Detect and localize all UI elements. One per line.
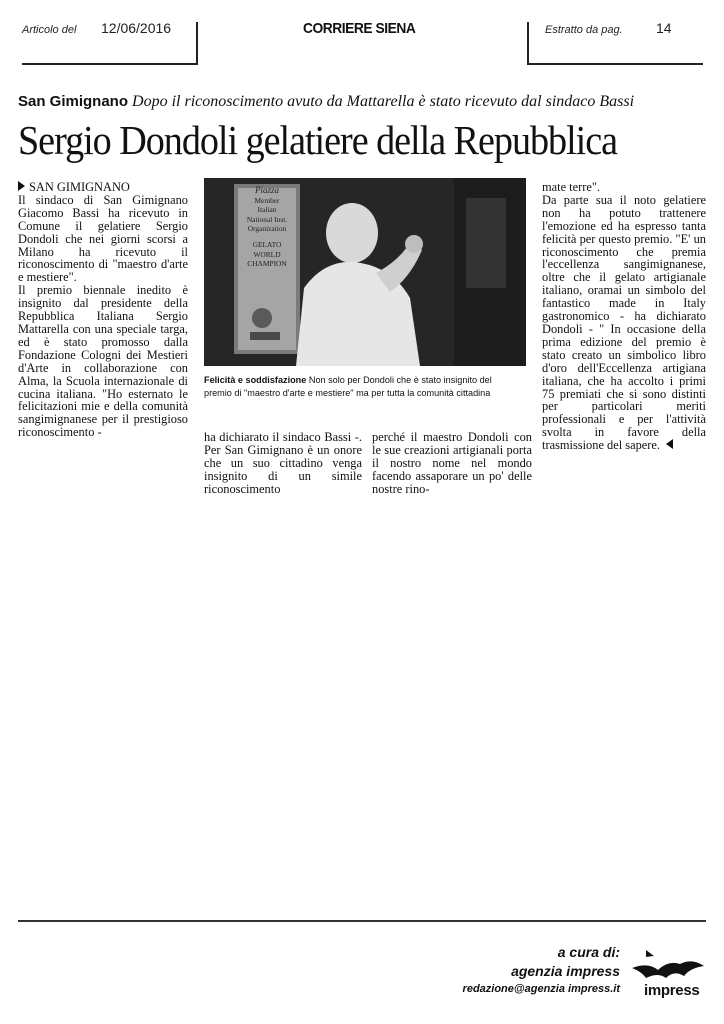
sign-line: Piazza	[254, 185, 279, 195]
column-3-text: perché il maestro Dondoli con le sue creazioni artigianali porta il nostro nome nel mondo facendo assaporare un po' delle nostre rino-	[372, 430, 532, 496]
dateline	[18, 181, 188, 194]
sign-line: WORLD	[253, 249, 281, 259]
sign-line: GELATO	[252, 239, 282, 249]
header-divider-right	[527, 22, 529, 64]
sign-line: Organization	[247, 224, 287, 234]
medal-icon	[252, 308, 272, 328]
article-date: 12/06/2016	[101, 20, 172, 36]
kicker-place: San Gimignano	[18, 93, 129, 110]
caption-text: Non solo per Dondoli che è stato insignito del premio di "maestro d'arte e mestiere" ma per tutta la comunità cittadina	[204, 375, 492, 399]
credit-line-2: agenzia impress	[511, 963, 620, 979]
credit-email: redazione@agenzia impress.it	[462, 983, 620, 995]
article-headline: Sergio Dondoli gelatiere della Repubblica	[18, 117, 618, 163]
photo-caption	[204, 374, 518, 400]
kicker-text: Dopo il riconoscimento avuto da Mattarella è stato ricevuto dal sindaco Bassi	[132, 93, 635, 110]
impress-logo-icon	[628, 948, 708, 1008]
column-4-paragraph-1: mate terre".	[542, 180, 601, 194]
article-date-label: Articolo del	[22, 24, 77, 36]
header-divider-left	[196, 22, 198, 64]
column-4-paragraph-2: Da parte sua il noto gelatiere non ha potuto trattenere l'emozione ed ha espresso tanta felicità per questo premio. "E' un riconoscimento che premia l'eccellenza sangimignanese, oltre che il gelato artigianale italiano, oramai un simbolo del fantastico made in Italy gastronomico - ha dichiarato Dondoli - " In occasione della prima edizione del premio è stato creato un simbolico libro d'oro dell'Eccellenza artigiana italiana, che ha accolto i primi 75 premiati che si sono distinti per particolari meriti professionali e per l'attività svolta in favore della trasmissione del sapere.	[542, 192, 706, 453]
newspaper-masthead	[303, 20, 415, 37]
article-column-4	[542, 181, 706, 452]
footer-rule	[18, 920, 706, 922]
sign-line: National Inst.	[246, 214, 288, 224]
person-head	[326, 203, 378, 263]
extract-page-number: 14	[656, 20, 672, 36]
newspaper-name: CORRIERE SIENA	[303, 20, 416, 37]
article-photo	[204, 178, 526, 366]
caption-title: Felicità e soddisfazione	[204, 375, 307, 386]
article-column-1	[18, 181, 188, 439]
sign-line: Italian	[257, 205, 277, 215]
extract-page-label: Estratto da pag.	[545, 24, 623, 36]
column-2-text: ha dichiarato il sindaco Bassi -. Per San Gimignano è un onore che un suo cittadino venga insignito di un simile riconoscimento	[204, 430, 362, 496]
credit-line-1: a cura di:	[557, 944, 620, 960]
header-rule-left	[22, 63, 198, 65]
dateline-text: SAN GIMIGNANO	[29, 180, 130, 194]
end-of-article-icon	[666, 439, 673, 449]
impress-logo-word: impress	[644, 982, 700, 999]
bullet-triangle-icon	[18, 181, 25, 191]
column-1-paragraph-1: Il sindaco di San Gimignano Giacomo Bassi ha ricevuto in Comune il gelatiere Sergio Dondoli che nei giorni scorsi a Milano ha ricevuto il riconoscimento di "maestro d'arte e mestiere".	[18, 192, 188, 285]
article-kicker	[18, 93, 634, 111]
header-rule-right	[527, 63, 703, 65]
photo-sign	[238, 186, 296, 269]
column-1-paragraph-2: Il premio biennale inedito è insignito dal presidente della Repubblica Italiana Sergio Mattarella con una speciale targa, ed è stato promosso dalla Fondazione Cologni dei Mestieri d'Arte in collaborazione con Alma, la Scuola internazionale di cucina italiana. "Ho esternato le felicitazioni mie e della comunità sangimignanese per il prestigioso riconoscimento -	[18, 283, 188, 440]
article-column-2	[204, 431, 362, 496]
sign-line: Member	[254, 195, 280, 205]
article-column-3	[372, 431, 532, 496]
sign-line: CHAMPION	[247, 259, 287, 269]
